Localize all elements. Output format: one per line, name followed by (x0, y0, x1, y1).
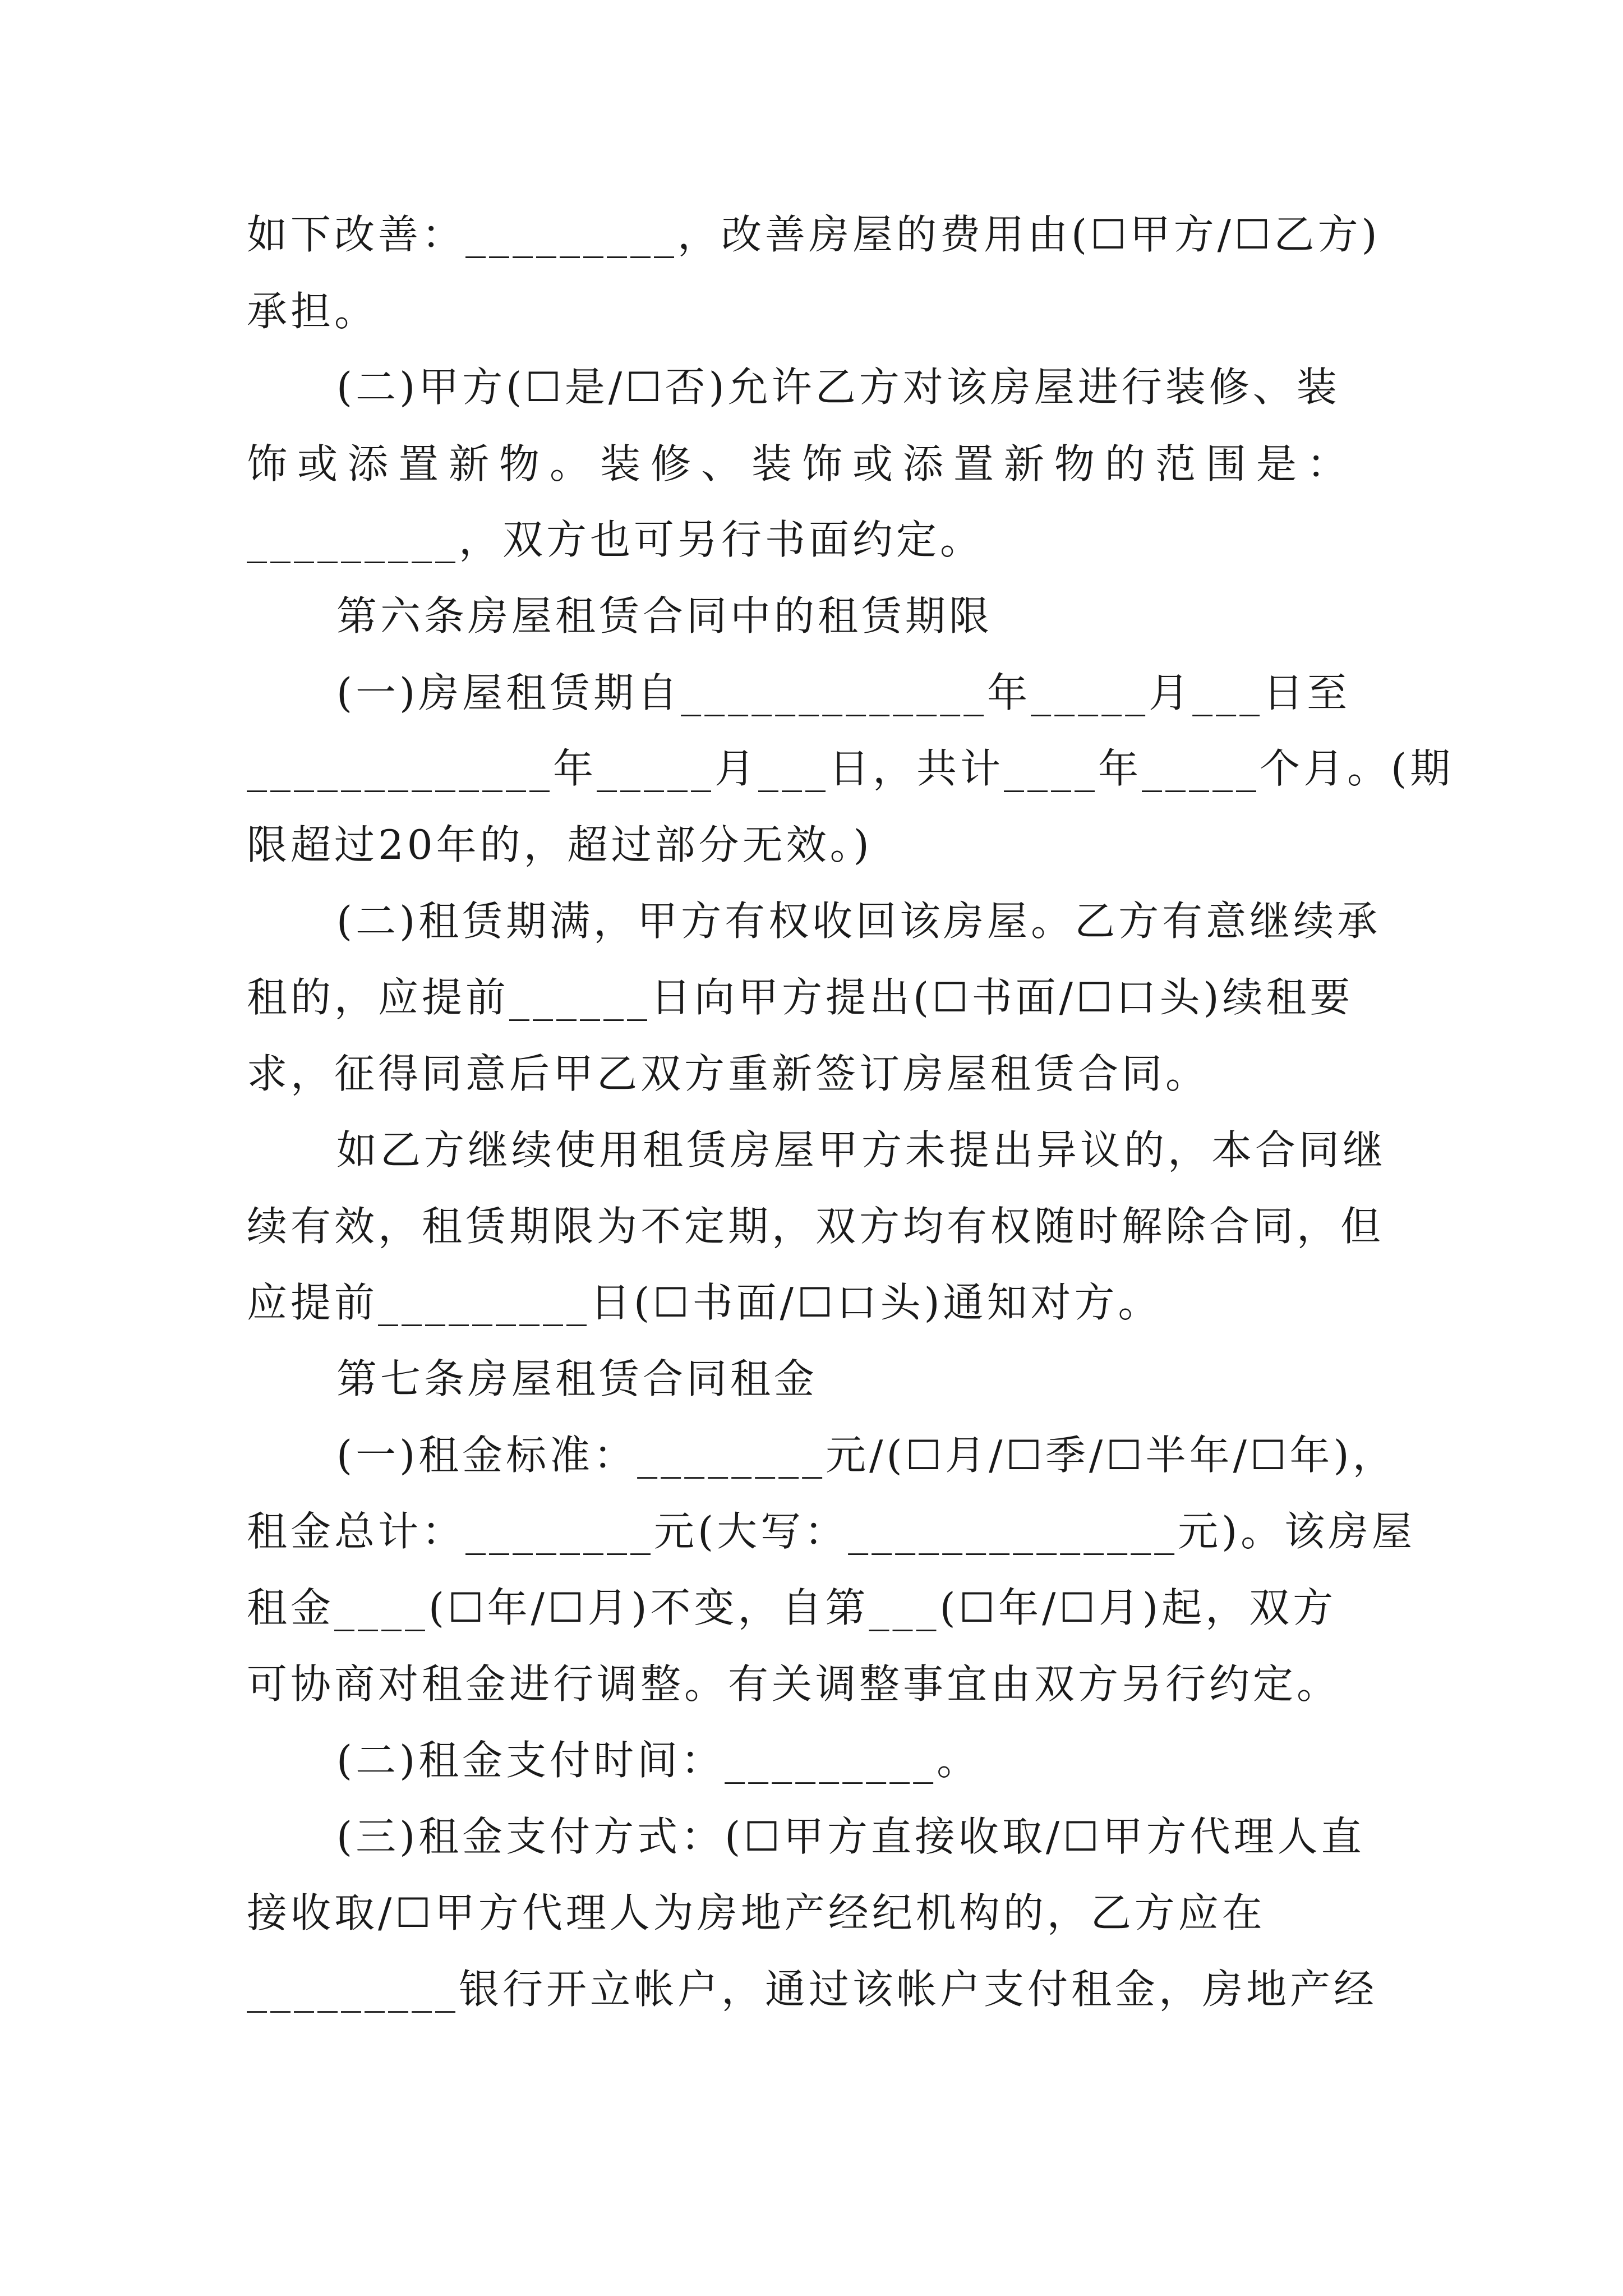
text-line-1: 如下改善：_________，改善房屋的费用由(☐甲方/☐乙方) (247, 211, 1381, 258)
text-line-22: (三)租金支付方式：(☐甲方直接收取/☐甲方代理人直 (336, 1813, 1365, 1860)
text-line-15: 应提前_________日(☐书面/☐口头)通知对方。 (247, 1279, 1162, 1326)
text-line-8: _____________年_____月___日，共计____年_____个月。(期 (247, 745, 1454, 792)
text-line-9: 限超过20年的，超过部分无效。) (247, 821, 873, 868)
text-line-10: (二)租赁期满，甲方有权收回该房屋。乙方有意继续承 (336, 898, 1381, 945)
text-line-19: 租金____(☐年/☐月)不变，自第___(☐年/☐月)起，双方 (247, 1584, 1337, 1631)
text-line-4: 饰或添置新物。装修、装饰或添置新物的范围是： (247, 440, 1358, 487)
text-line-20: 可协商对租金进行调整。有关调整事宜由双方另行约定。 (247, 1660, 1341, 1708)
text-line-23: 接收取/☐甲方代理人为房地产经纪机构的，乙方应在 (247, 1889, 1266, 1936)
text-line-5: _________，双方也可另行书面约定。 (247, 516, 984, 563)
text-line-24: _________银行开立帐户，通过该帐户支付租金，房地产经 (247, 1966, 1378, 2013)
text-line-7: (一)房屋租赁期自_____________年_____月___日至 (336, 669, 1351, 716)
section-heading-6: 第六条房屋租赁合同中的租赁期限 (336, 592, 993, 639)
text-line-11: 租的，应提前______日向甲方提出(☐书面/☐口头)续租要 (247, 974, 1354, 1021)
text-line-2: 承担。 (247, 288, 379, 335)
text-line-14: 续有效，租赁期限为不定期，双方均有权随时解除合同，但 (247, 1203, 1385, 1250)
text-line-17: (一)租金标准：________元/(☐月/☐季/☐半年/☐年)， (336, 1432, 1396, 1479)
text-line-12: 求，征得同意后甲乙双方重新签订房屋租赁合同。 (247, 1050, 1210, 1097)
text-line-18: 租金总计：________元(大写：______________元)。该房屋 (247, 1508, 1416, 1555)
text-line-21: (二)租金支付时间：_________。 (336, 1737, 981, 1784)
text-line-13: 如乙方继续使用租赁房屋甲方未提出异议的，本合同继 (336, 1126, 1387, 1174)
section-heading-7: 第七条房屋租赁合同租金 (336, 1355, 818, 1402)
text-line-3: (二)甲方(☐是/☐否)允许乙方对该房屋进行装修、装 (336, 364, 1340, 411)
